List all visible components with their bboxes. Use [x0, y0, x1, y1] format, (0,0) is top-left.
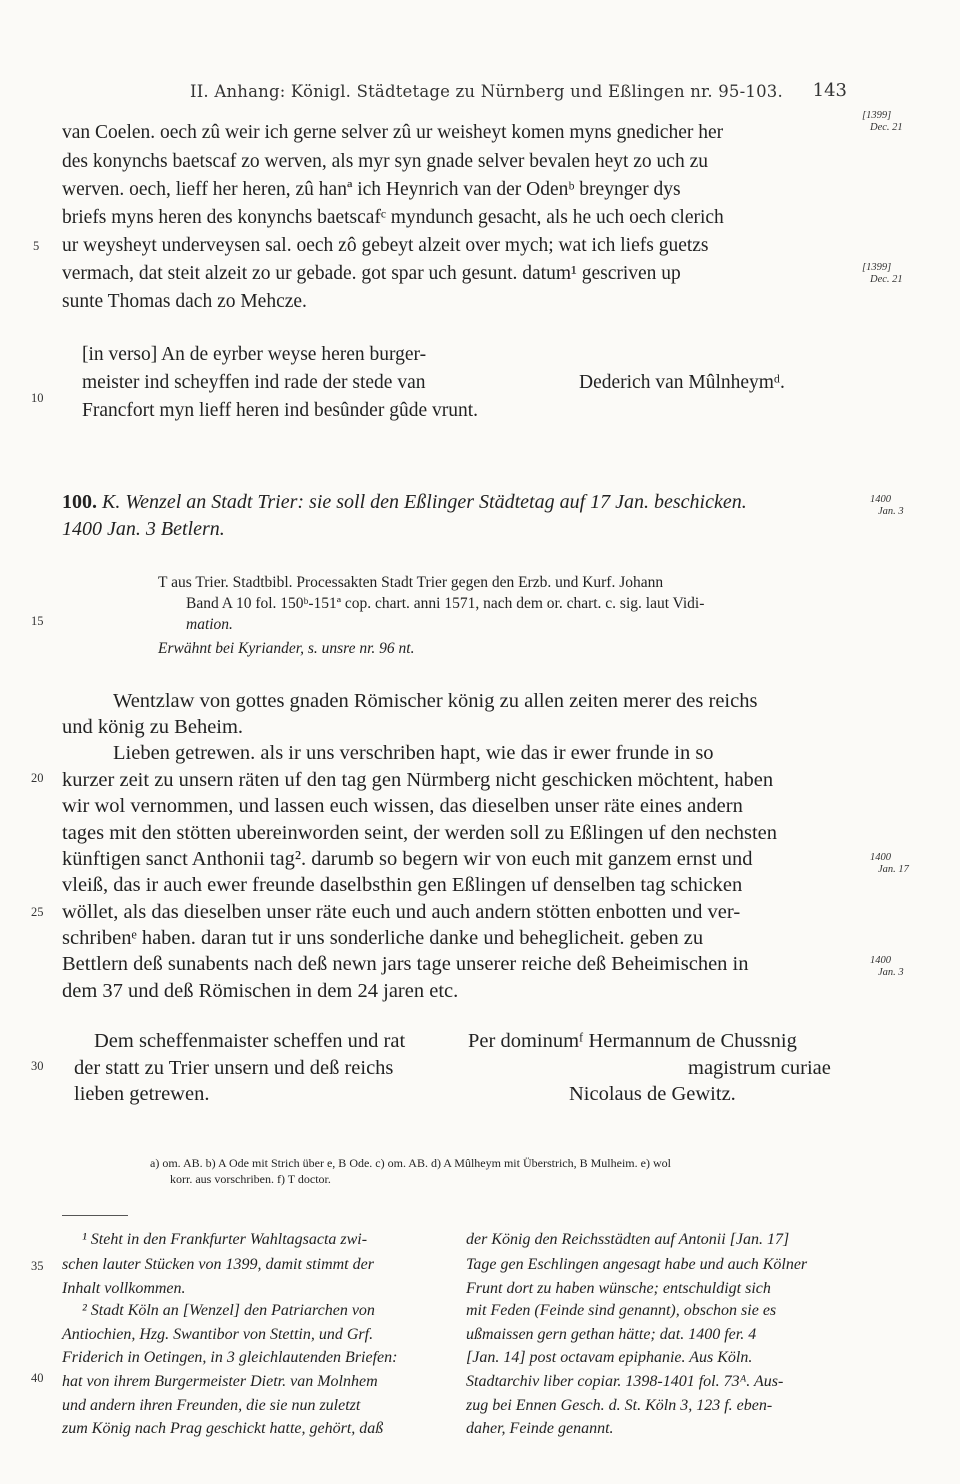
- source-line: mation.: [186, 616, 233, 633]
- footnote-line: der König den Reichsstädten auf Antonii [Jan. 17]: [466, 1231, 790, 1248]
- line-number: 30: [31, 1059, 44, 1073]
- line-number: 40: [31, 1371, 44, 1385]
- variant-line: a) om. AB. b) A Ode mit Strich über e, B Ode. c) om. AB. d) A Mûlheym mit Überstrich, B Mulheim. e) wol: [150, 1156, 671, 1170]
- text-line: briefs myns heren des konynchs baetscafᶜ myndunch gesacht, als he uch oech clerich: [62, 207, 724, 228]
- footnote-line: hat von ihrem Burgermeister Dietr. van Molnhem: [62, 1373, 378, 1390]
- footnote-line: mit Feden (Feinde sind genannt), obschon sie es: [466, 1302, 777, 1319]
- footnote-line: ² Stadt Köln an [Wenzel] den Patriarchen von: [82, 1302, 375, 1319]
- footnote-line: zug bei Ennen Gesch. d. St. Köln 3, 123 f. eben-: [466, 1397, 773, 1414]
- document-date: 1400 Jan. 3 Betlern.: [62, 518, 225, 540]
- document-heading: [62, 491, 747, 514]
- footnote-line: Antiochien, Hzg. Swantibor von Stettin, und Grf.: [62, 1326, 374, 1343]
- line-number: 20: [31, 771, 44, 785]
- body-line: Wentzlaw von gottes gnaden Römischer könig zu allen zeiten merer des reichs: [113, 690, 758, 712]
- body-line: kurzer zeit zu unsern räten uf den tag gen Nürmberg nicht geschicken möchtent, haben: [62, 769, 774, 791]
- margin-date-note: [1399] Dec. 21: [862, 110, 903, 133]
- body-line: und könig zu Beheim.: [62, 716, 244, 738]
- margin-date-note: 1400 Jan. 17: [870, 852, 909, 875]
- address-line: [in verso] An de eyrber weyse heren burger-: [82, 344, 427, 365]
- body-line: Lieben getrewen. als ir uns verschriben hapt, wie das ir ewer frunde in so: [113, 742, 714, 764]
- body-line: künftigen sanct Anthonii tag². darumb so begern wir von euch mit ganzem ernst und: [62, 848, 753, 870]
- footnote-line: Tage gen Eschlingen angesagt habe und auch Kölner: [466, 1256, 808, 1273]
- line-number: 5: [33, 239, 40, 253]
- line-number: 10: [31, 391, 44, 405]
- page-number: 143: [812, 80, 847, 101]
- footnote-rule: [62, 1215, 128, 1216]
- footnote-line: Stadtarchiv liber copiar. 1398-1401 fol. 73ᴬ. Aus-: [466, 1373, 784, 1390]
- body-line: wir wol vernommen, und lassen euch wissen, das dieselben unser räte eines andern: [62, 795, 743, 817]
- body-line: wöllet, als das dieselben unser räte euch und auch andern stötten enbotten und ver-: [62, 901, 741, 923]
- chancery-line: Nicolaus de Gewitz.: [569, 1083, 736, 1105]
- source-line: T aus Trier. Stadtbibl. Processakten Stadt Trier gegen den Erzb. und Kurf. Johann: [158, 574, 664, 591]
- footnote-line: Frunt dort zu haben wünsche; entschuldigt sich: [466, 1280, 771, 1297]
- margin-date-note: 1400 Jan. 3: [870, 494, 904, 517]
- chancery-line: Per dominumᶠ Hermannum de Chussnig: [468, 1030, 797, 1052]
- mention-line: Erwähnt bei Kyriander, s. unsre nr. 96 nt.: [158, 640, 415, 657]
- margin-date-note: [1399] Dec. 21: [862, 262, 903, 285]
- footnote-line: ¹ Steht in den Frankfurter Wahltagsacta zwi-: [82, 1231, 368, 1248]
- footnote-line: und andern ihren Freunden, die sie nun zuletzt: [62, 1397, 361, 1414]
- body-line: tages mit den stötten ubereinworden seint, der werden soll zu Eßlingen uf den nechsten: [62, 822, 778, 844]
- footnote-line: Friderich in Oetingen, in 3 gleichlautenden Briefen:: [62, 1349, 398, 1366]
- signature: Dederich van Mûlnheymᵈ.: [579, 372, 785, 393]
- footnote-line: zum König nach Prag geschickt hatte, gehört, daß: [62, 1420, 384, 1437]
- text-line: van Coelen. oech zû weir ich gerne selver zû ur weisheyt komen myns gnedicher her: [62, 122, 724, 143]
- body-line: dem 37 und deß Römischen in dem 24 jaren etc.: [62, 980, 459, 1002]
- text-line: ur weysheyt underveysen sal. oech zô gebeyt alzeit over mych; wat ich liefs guetzs: [62, 235, 709, 256]
- chancery-line: magistrum curiae: [688, 1057, 831, 1079]
- text-line: des konynchs baetscaf zo werven, als myr syn gnade selver bevalen heyt zo uch zu: [62, 151, 708, 172]
- body-line: Bettlern deß sunabents nach deß newn jars tage unserer reiche deß Beheimischen in: [62, 953, 749, 975]
- address-line: Francfort myn lieff heren ind besûnder gûde vrunt.: [82, 400, 479, 421]
- margin-date-note: 1400 Jan. 3: [870, 955, 904, 978]
- footnote-line: Inhalt vollkommen.: [62, 1280, 186, 1297]
- text-line: vermach, dat steit alzeit zo ur gebade. got spar uch gesunt. datum¹ gescriven up: [62, 263, 681, 284]
- text-line: sunte Thomas dach zo Mehcze.: [62, 291, 307, 312]
- addressee-line: lieben getrewen.: [74, 1083, 210, 1105]
- line-number: 15: [31, 614, 44, 628]
- addressee-line: Dem scheffenmaister scheffen und rat: [94, 1030, 406, 1052]
- source-line: Band A 10 fol. 150ᵇ-151ª cop. chart. anni 1571, nach dem or. chart. c. sig. laut Vidi-: [186, 595, 705, 612]
- body-line: vleiß, das ir auch ewer freunde daselbsthin gen Eßlingen uf denselben tag schicken: [62, 874, 743, 896]
- running-head: II. Anhang: Königl. Städtetage zu Nürnberg und Eßlingen nr. 95-103.: [190, 82, 783, 101]
- line-number: 25: [31, 905, 44, 919]
- document-number: 100.: [62, 491, 97, 513]
- text-line: werven. oech, lieff her heren, zû hanª ich Heynrich van der Odenᵇ breynger dys: [62, 179, 681, 200]
- addressee-line: der statt zu Trier unsern und deß reichs: [74, 1057, 394, 1079]
- footnote-line: daher, Feinde genannt.: [466, 1420, 614, 1437]
- variant-line: korr. aus vorschriben. f) T doctor.: [170, 1172, 331, 1186]
- address-line: meister ind scheyffen ind rade der stede van: [82, 372, 426, 393]
- footnote-line: [Jan. 14] post octavam epiphanie. Aus Köln.: [466, 1349, 753, 1366]
- footnote-line: ußmaissen gern gethan hätte; dat. 1400 fer. 4: [466, 1326, 757, 1343]
- footnote-line: schen lauter Stücken von 1399, damit stimmt der: [62, 1256, 374, 1273]
- line-number: 35: [31, 1259, 44, 1273]
- document-title: K. Wenzel an Stadt Trier: sie soll den Eßlinger Städtetag auf 17 Jan. beschicken.: [102, 491, 747, 513]
- body-line: schribenᵉ haben. daran tut ir uns sonderliche danke und beheglicheit. geben zu: [62, 927, 704, 949]
